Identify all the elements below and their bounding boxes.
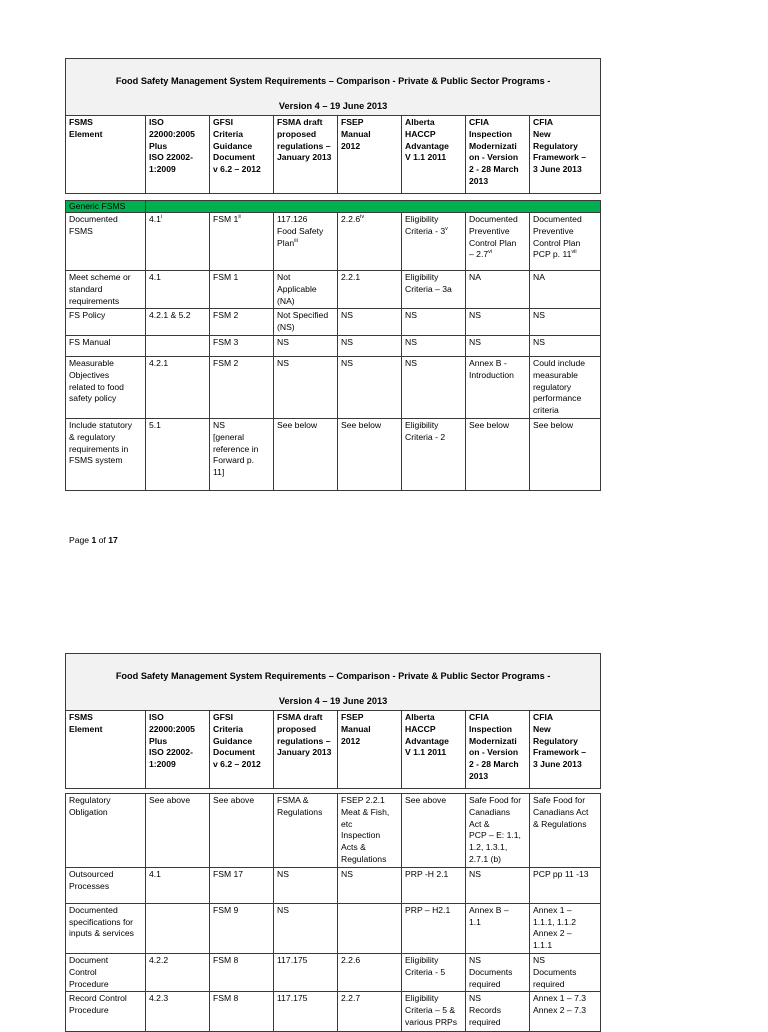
table-cell: Annex B – 1.1	[466, 903, 530, 953]
table-cell: Annex 1 – 1.1.1, 1.1.2 Annex 2 – 1.1.1	[530, 903, 601, 953]
table-cell: Include statutory & regulatory requirements in FSMS system	[66, 418, 146, 490]
table-cell: PRP -H 2.1	[402, 867, 466, 903]
table-cell: Document Control Procedure	[66, 953, 146, 991]
col-header-fsep: FSEP Manual 2012	[338, 116, 402, 194]
table-cell: 4.2.2	[146, 953, 210, 991]
table-cell: 2.2.1	[338, 271, 402, 309]
table-cell: NS Records required	[466, 992, 530, 1032]
table-row	[66, 356, 601, 418]
table-cell: 2.2.6	[338, 953, 402, 991]
table-cell: NA	[466, 271, 530, 309]
table-cell: See below	[466, 418, 530, 490]
table-cell: NS	[274, 356, 338, 418]
table-cell: FS Policy	[66, 309, 146, 336]
table-cell: NS	[466, 335, 530, 356]
table-cell: NS	[402, 335, 466, 356]
document-title	[66, 59, 601, 116]
document-title	[66, 654, 601, 711]
table-cell: 117.175	[274, 953, 338, 991]
column-header-row	[66, 116, 601, 194]
col-header-iso: ISO 22000:2005 Plus ISO 22002- 1:2009	[146, 116, 210, 194]
page-2-body-table	[65, 793, 600, 1032]
table-cell: 4.2.3	[146, 992, 210, 1032]
page-number: Page 1 of 17	[69, 535, 118, 545]
table-row	[66, 903, 601, 953]
table-cell: 4.1	[146, 867, 210, 903]
table-cell: NS	[402, 356, 466, 418]
section-fill	[146, 201, 601, 213]
col-header-cfia-framework: CFIA New Regulatory Framework – 3 June 2013	[530, 116, 601, 194]
column-header-row	[66, 711, 601, 789]
table-cell: NS	[274, 903, 338, 953]
table-cell: FSM 9	[210, 903, 274, 953]
table-cell: FSMA & Regulations	[274, 794, 338, 868]
table-cell: FSM 8	[210, 953, 274, 991]
table-cell: See above	[402, 794, 466, 868]
col-header-fsms: FSMS Element	[66, 711, 146, 789]
table-cell: Regulatory Obligation	[66, 794, 146, 868]
table-cell: Eligibility Criteria – 5 & various PRPs	[402, 992, 466, 1032]
table-cell: NS	[530, 309, 601, 336]
table-cell: NS Documents required	[530, 953, 601, 991]
col-header-gfsi: GFSI Criteria Guidance Document v 6.2 – 2012	[210, 711, 274, 789]
table-cell: Safe Food for Canadians Act & PCP – E: 1.1, 1.2, 1.3.1, 2.7.1 (b)	[466, 794, 530, 868]
table-cell: NS	[466, 867, 530, 903]
table-cell: Annex 1 – 7.3 Annex 2 – 7.3	[530, 992, 601, 1032]
table-row	[66, 335, 601, 356]
table-cell: Documented FSMS	[66, 213, 146, 271]
table-cell: Documented Preventive Control Plan – 2.7$^{vi}$	[466, 213, 530, 271]
col-header-alberta: Alberta HACCP Advantage V 1.1 2011	[402, 116, 466, 194]
col-header-gfsi: GFSI Criteria Guidance Document v 6.2 – 2012	[210, 116, 274, 194]
table-cell: FSEP 2.2.1 Meat & Fish, etc Inspection Acts & Regulations	[338, 794, 402, 868]
table-cell: FSM 1	[210, 271, 274, 309]
table-row	[66, 867, 601, 903]
col-header-iso: ISO 22000:2005 Plus ISO 22002- 1:2009	[146, 711, 210, 789]
table-cell: NA	[530, 271, 601, 309]
table-cell: Annex B - Introduction	[466, 356, 530, 418]
table-cell: Could include measurable regulatory performance criteria	[530, 356, 601, 418]
table-cell: Outsourced Processes	[66, 867, 146, 903]
table-cell: Meet scheme or standard requirements	[66, 271, 146, 309]
table-cell: See below	[338, 418, 402, 490]
col-header-fsma: FSMA draft proposed regulations – January 2013	[274, 711, 338, 789]
col-header-alberta: Alberta HACCP Advantage V 1.1 2011	[402, 711, 466, 789]
table-row	[66, 794, 601, 868]
table-cell: NS	[338, 867, 402, 903]
table-cell: Documented specifications for inputs & services	[66, 903, 146, 953]
table-cell: FSM 2	[210, 356, 274, 418]
table-cell: FSM 8	[210, 992, 274, 1032]
table-cell: Eligibility Criteria - 2	[402, 418, 466, 490]
table-cell: 117.126 Food Safety Plan$^{iii}$	[274, 213, 338, 271]
table-cell: NS Documents required	[466, 953, 530, 991]
page-2-header-table	[65, 653, 600, 789]
title-line-2: Version 4 – 19 June 2013	[278, 695, 388, 706]
table-cell: NS	[274, 867, 338, 903]
table-row	[66, 992, 601, 1032]
table-cell: Record Control Procedure	[66, 992, 146, 1032]
table-cell: See below	[530, 418, 601, 490]
table-row	[66, 953, 601, 991]
table-cell: NS	[338, 309, 402, 336]
table-cell: NS	[338, 335, 402, 356]
title-line-1: Food Safety Management System Requirements – Comparison - Private & Public Sector Programs -	[115, 670, 551, 681]
table-row	[66, 213, 601, 271]
col-header-cfia-inspection: CFIA Inspection Modernizati on - Version 2 - 28 March 2013	[466, 711, 530, 789]
table-cell: 4.2.1 & 5.2	[146, 309, 210, 336]
table-cell: 4.1	[146, 271, 210, 309]
table-cell: 4.1$^i$	[146, 213, 210, 271]
table-cell: Measurable Objectives related to food safety policy	[66, 356, 146, 418]
table-cell: FSM 17	[210, 867, 274, 903]
table-cell	[338, 903, 402, 953]
title-line-2: Version 4 – 19 June 2013	[278, 100, 388, 111]
table-cell: NS [general reference in Forward p. 11]	[210, 418, 274, 490]
page-1-body-table	[65, 200, 600, 491]
table-cell: FSM 2	[210, 309, 274, 336]
table-cell: Not Specified (NS)	[274, 309, 338, 336]
title-line-1: Food Safety Management System Requirements – Comparison - Private & Public Sector Programs -	[115, 75, 551, 86]
table-cell	[146, 903, 210, 953]
table-cell: Not Applicable (NA)	[274, 271, 338, 309]
col-header-fsma: FSMA draft proposed regulations – January 2013	[274, 116, 338, 194]
col-header-cfia-framework: CFIA New Regulatory Framework – 3 June 2013	[530, 711, 601, 789]
table-cell: See above	[210, 794, 274, 868]
table-cell: 2.2.7	[338, 992, 402, 1032]
table-row	[66, 271, 601, 309]
table-cell: See below	[274, 418, 338, 490]
table-cell: NS	[466, 309, 530, 336]
col-header-fsms: FSMS Element	[66, 116, 146, 194]
table-cell: 2.2.6$^{iv}$	[338, 213, 402, 271]
page-1-header-table	[65, 58, 600, 194]
table-cell: PCP pp 11 -13	[530, 867, 601, 903]
section-label: Generic FSMS	[66, 201, 146, 213]
table-cell: 5.1	[146, 418, 210, 490]
table-cell: See above	[146, 794, 210, 868]
table-cell: FSM 3	[210, 335, 274, 356]
table-row	[66, 418, 601, 490]
table-cell: Eligibility Criteria - 5	[402, 953, 466, 991]
table-cell: NS	[274, 335, 338, 356]
table-cell: NS	[402, 309, 466, 336]
table-cell: 117.175	[274, 992, 338, 1032]
table-cell: PRP – H2.1	[402, 903, 466, 953]
table-cell: FSM 1$^{ii}$	[210, 213, 274, 271]
table-cell: Documented Preventive Control Plan PCP p. 11$^{vii}$	[530, 213, 601, 271]
table-cell: FS Manual	[66, 335, 146, 356]
table-cell: Safe Food for Canadians Act & Regulations	[530, 794, 601, 868]
col-header-fsep: FSEP Manual 2012	[338, 711, 402, 789]
table-cell: Eligibility Criteria - 3$^v$	[402, 213, 466, 271]
table-cell: NS	[338, 356, 402, 418]
col-header-cfia-inspection: CFIA Inspection Modernizati on - Version 2 - 28 March 2013	[466, 116, 530, 194]
table-cell: NS	[530, 335, 601, 356]
table-cell	[146, 335, 210, 356]
table-cell: 4.2.1	[146, 356, 210, 418]
section-row-generic-fsms	[66, 201, 601, 213]
table-row	[66, 309, 601, 336]
table-cell: Eligibility Criteria – 3a	[402, 271, 466, 309]
